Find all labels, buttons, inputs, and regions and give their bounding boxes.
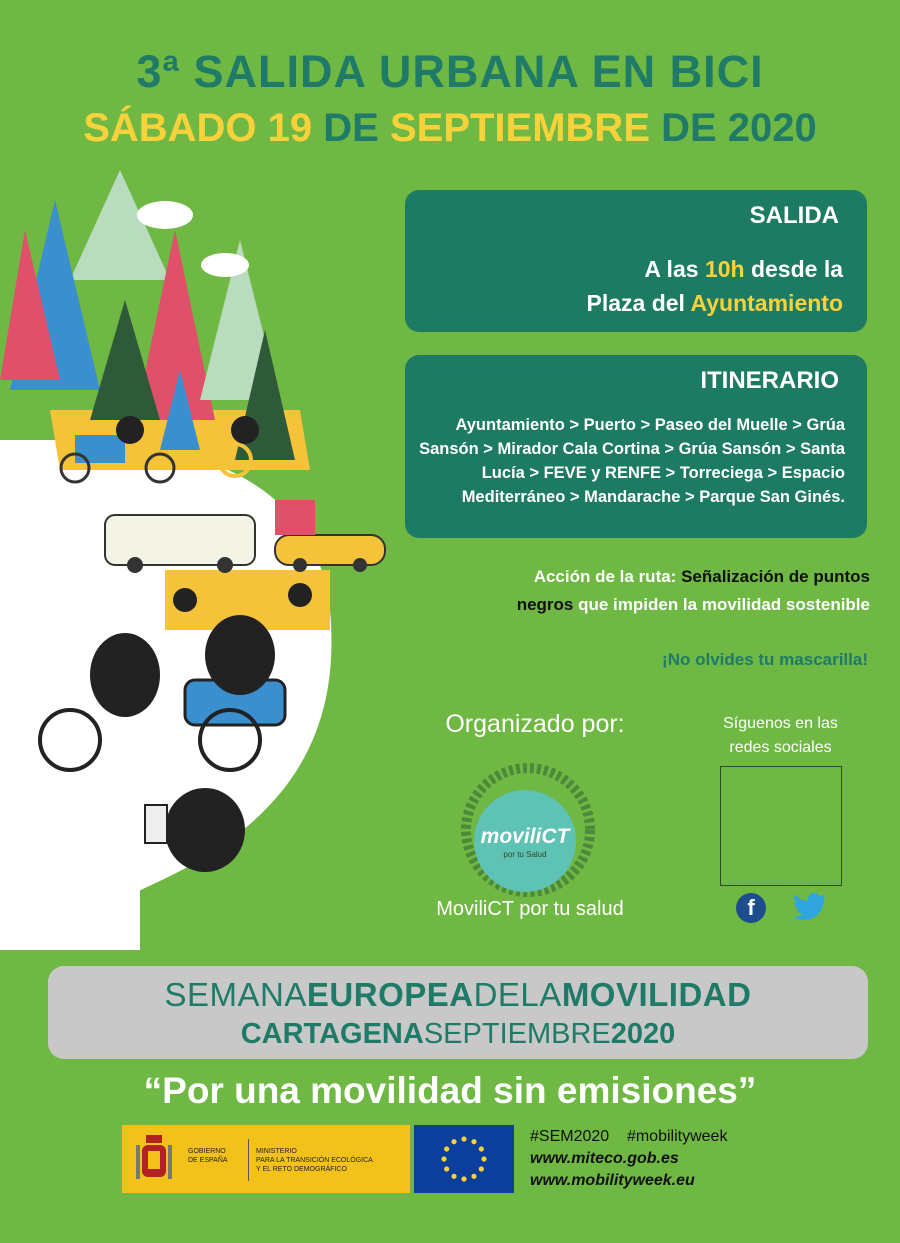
- accion-ruta: Acción de la ruta: Señalización de puntos negros que impiden la movilidad sostenible: [516, 567, 870, 614]
- salida-heading: SALIDA: [749, 202, 839, 229]
- hashtags-urls: #SEM2020 #mobilityweek www.miteco.gob.es www.mobilityweek.eu: [530, 1128, 728, 1189]
- eu-star: [479, 1166, 484, 1171]
- eu-star: [441, 1156, 446, 1161]
- itinerario-heading: ITINERARIO: [700, 367, 839, 394]
- semana-line2: CARTAGENASEPTIEMBRE2020: [240, 1018, 676, 1050]
- url-mobilityweek[interactable]: www.mobilityweek.eu: [530, 1172, 695, 1189]
- eu-star: [444, 1146, 449, 1151]
- salida-time: A las 10h desde la: [644, 256, 843, 282]
- movilict-logo-text: moviliCT: [480, 825, 570, 848]
- salida-place: Plaza del Ayuntamiento: [586, 290, 843, 316]
- bike-illustration: [0, 160, 400, 950]
- url-miteco[interactable]: www.miteco.gob.es: [530, 1150, 679, 1167]
- semana-europea-banner: [48, 966, 868, 1059]
- twitter-icon[interactable]: [793, 893, 829, 923]
- gobierno-text: GOBIERNO DE ESPAÑA: [188, 1148, 228, 1164]
- eu-star: [471, 1139, 476, 1144]
- eu-star: [451, 1174, 456, 1179]
- eu-star: [479, 1146, 484, 1151]
- siguenos-label: Síguenos en las redes sociales: [723, 715, 838, 756]
- mascarilla-note: ¡No olvides tu mascarilla!: [662, 650, 868, 669]
- itinerario-route: Ayuntamiento > Puerto > Paseo del Muelle > Grúa Sansón > Mirador Cala Cortina > Grúa Sansón > Santa Lucía > FEVE y RENFE > Torreciega > Espacio Mediterráneo > Mandarache > Parque San Ginés.: [419, 416, 845, 506]
- eu-star: [481, 1156, 486, 1161]
- movilict-caption: MoviliCT por tu salud: [436, 898, 624, 920]
- salida-box: [405, 190, 867, 332]
- spain-crest-icon: [134, 1131, 174, 1187]
- semana-line1: SEMANAEUROPEADELAMOVILIDAD: [164, 976, 752, 1013]
- event-date: SÁBADO 19 DE SEPTIEMBRE DE 2020: [83, 106, 817, 150]
- eu-star: [451, 1139, 456, 1144]
- ministerio-text: MINISTERIO PARA LA TRANSICIÓN ECOLÓGICA Y EL RETO DEMOGRÁFICO: [256, 1148, 373, 1173]
- movilict-logo-sub: por tu Salud: [503, 850, 547, 859]
- eu-star: [444, 1166, 449, 1171]
- qr-code-box[interactable]: [720, 766, 842, 886]
- gobierno-logo: [122, 1125, 410, 1193]
- slogan: “Por una movilidad sin emisiones”: [143, 1070, 757, 1111]
- eu-star: [471, 1174, 476, 1179]
- facebook-icon[interactable]: f: [736, 893, 766, 923]
- itinerario-box: [405, 355, 867, 538]
- eu-star: [461, 1136, 466, 1141]
- page-title: 3ª SALIDA URBANA EN BICI: [136, 46, 764, 97]
- eu-flag-icon: [414, 1125, 514, 1193]
- gobierno-separator: [248, 1139, 249, 1181]
- eu-star: [461, 1176, 466, 1181]
- organizado-label: Organizado por:: [445, 710, 625, 738]
